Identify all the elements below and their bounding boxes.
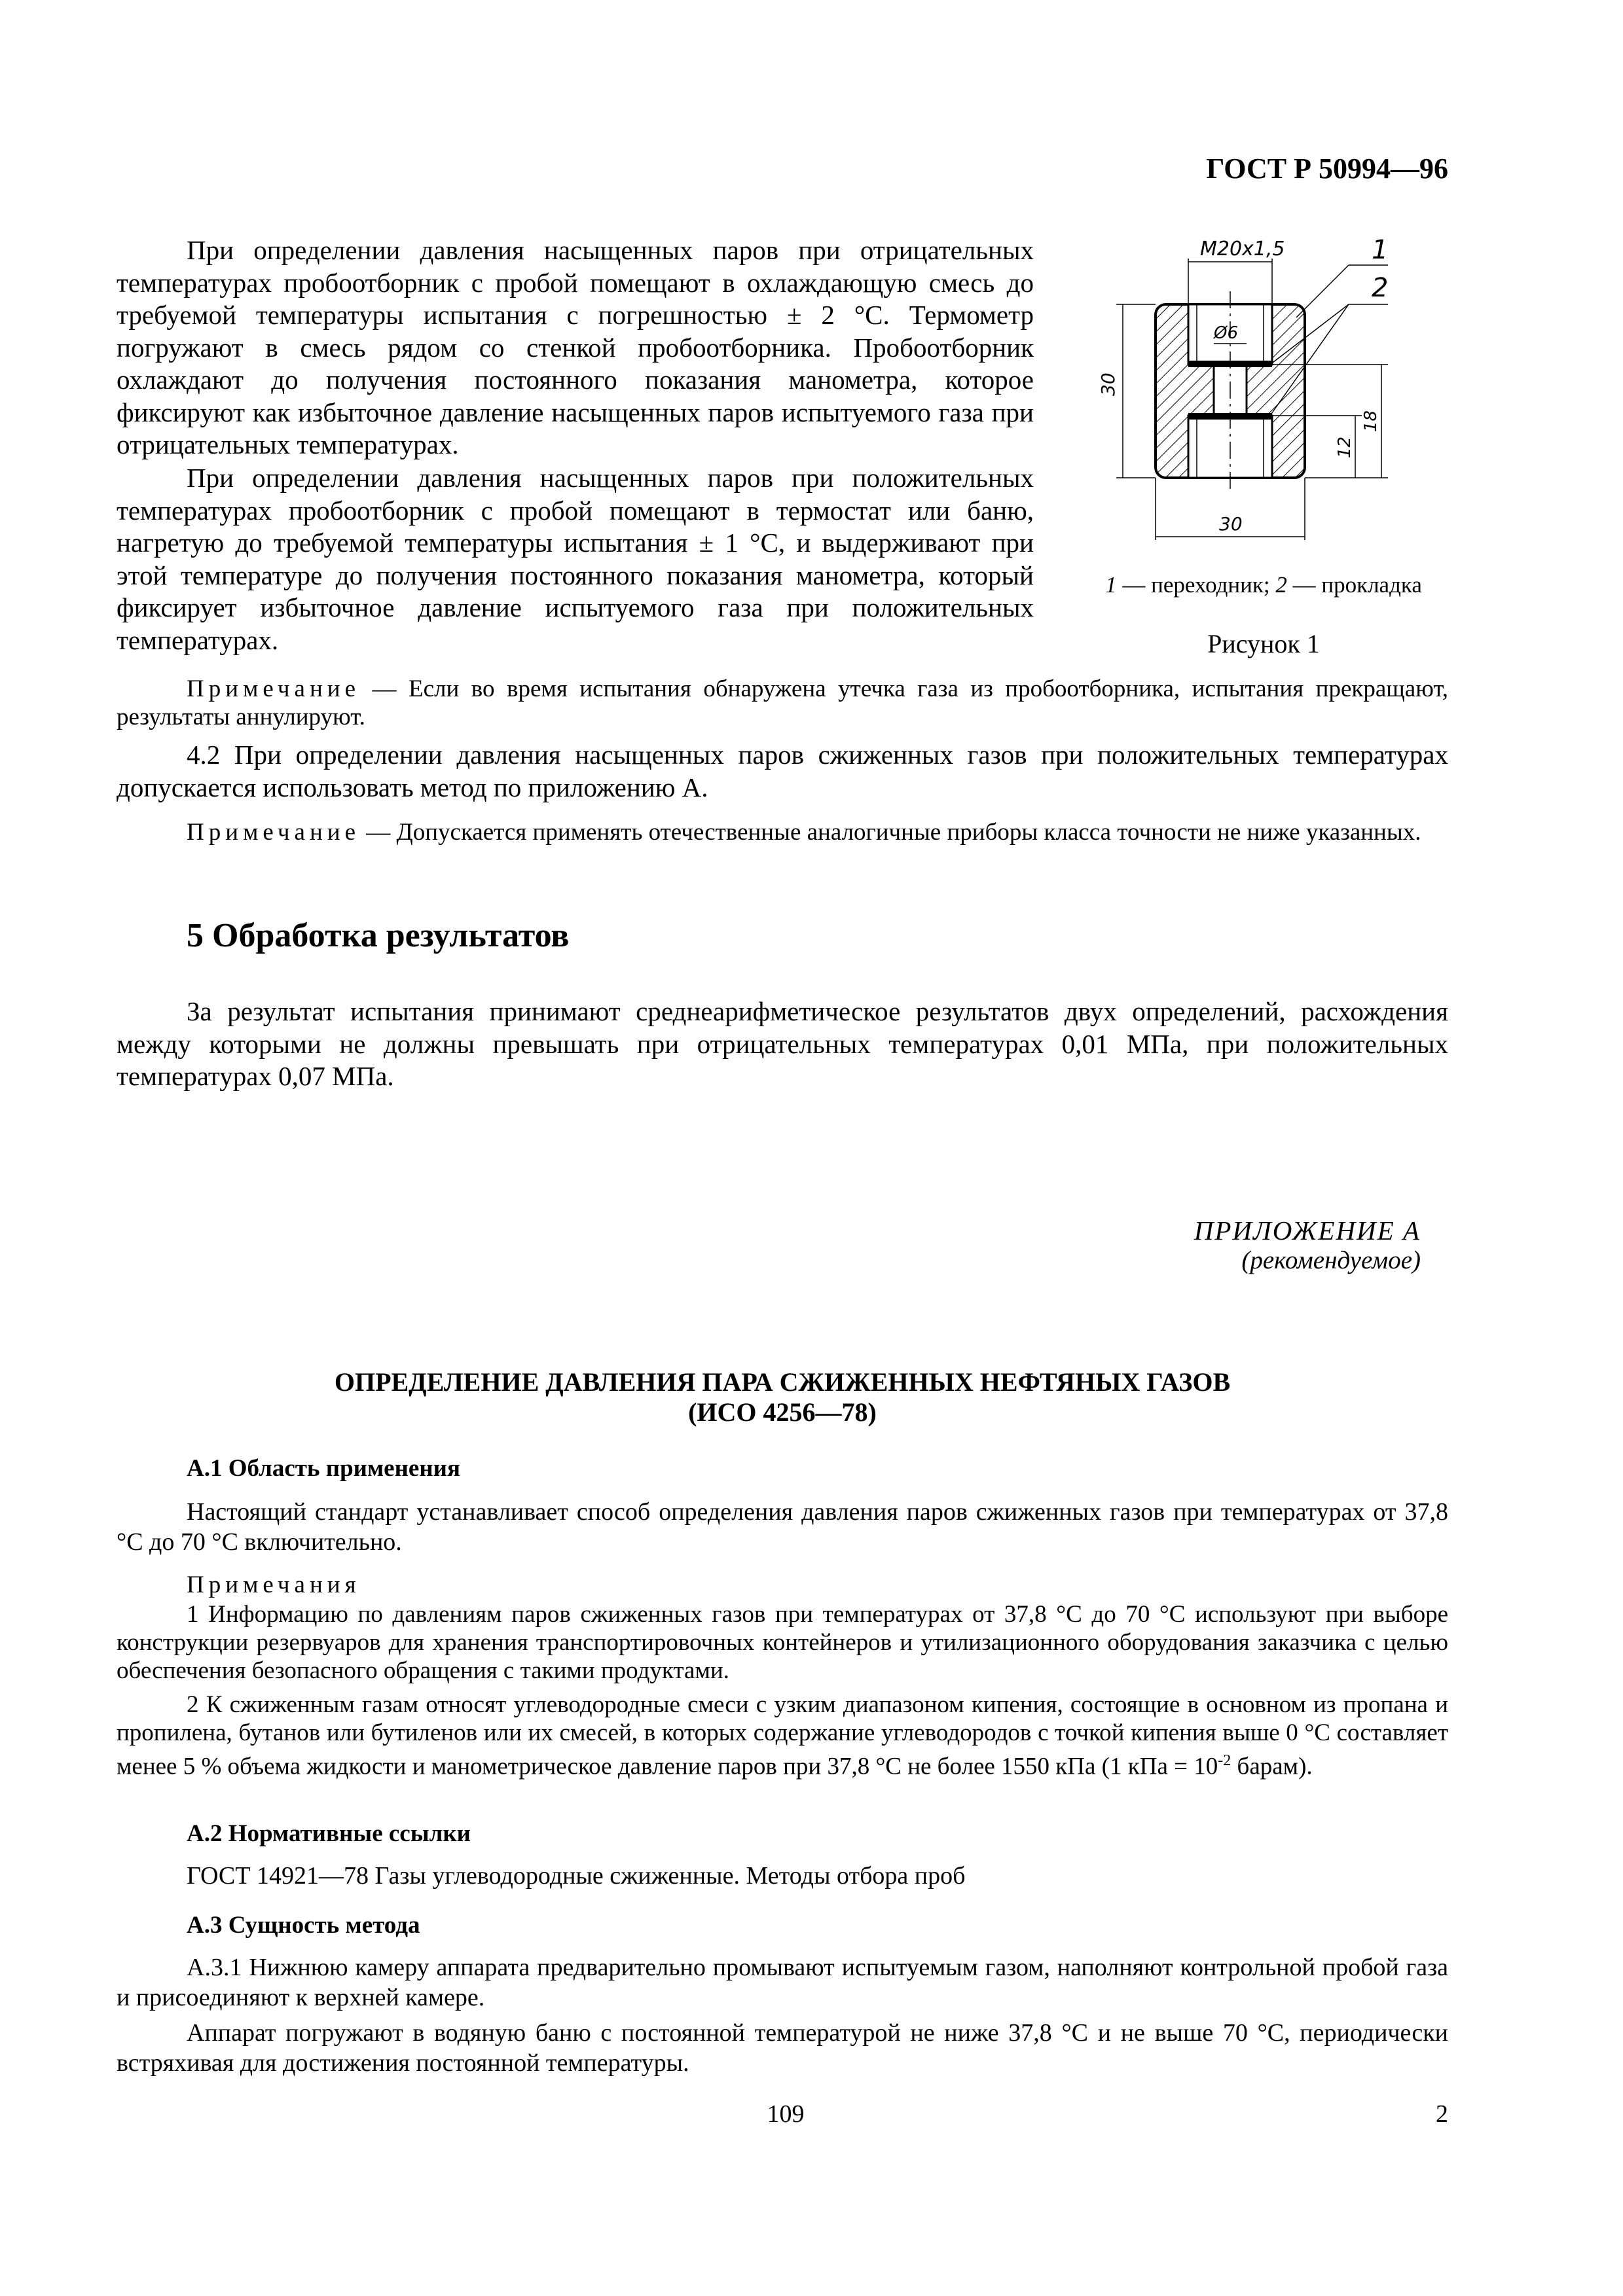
paragraph-4-2: 4.2 При определении давления насыщенных паров сжиженных газов при положительных температурах допускается использовать метод по приложению А.: [117, 740, 1448, 802]
page-number: 109: [767, 2100, 805, 2128]
height-label: 30: [1097, 372, 1119, 396]
a2-text: ГОСТ 14921—78 Газы углеводородные сжиженные. Методы отбора проб: [187, 1862, 966, 1890]
appendix-title: [117, 1367, 1448, 1427]
legend-text-2: — прокладка: [1286, 572, 1422, 598]
paragraph-negative-temperatures: При определении давления насыщенных паров при отрицательных температурах пробоотборник с пробой помещают в охлаждающую смесь до требуемой температуры испытания с погрешностью ± 2 °С. Термометр погружают в смесь рядом со стенкой пробоотборника. Пробоотборник охлаждают до получения постоянного показания манометра, которое фиксируют как избыточное давление насыщенных паров испытуемого газа при отрицательных температурах.: [117, 235, 1034, 459]
appendix-note-2: [117, 1691, 1448, 1780]
note-2-text-b: барам).: [1231, 1753, 1313, 1780]
adapter-body: [1156, 291, 1305, 491]
thread-size-label: M20x1,5: [1200, 238, 1285, 260]
legend-number-1: 1: [1105, 572, 1117, 598]
appendix-label: ПРИЛОЖЕНИЕ А: [1194, 1215, 1421, 1246]
note-text: — Допускается применять отечественные аналогичные приборы класса точности не ниже указанных.: [360, 819, 1421, 846]
figure-legend: [1074, 572, 1453, 598]
appendix-status: (рекомендуемое): [1241, 1246, 1421, 1274]
sheet-number: 2: [1436, 2100, 1448, 2128]
note-2-text-a: 2 К сжиженным газам относят углеводородные смеси с узким диапазоном кипения, состоящие в основном из пропана и пропилена, бутанов или бутиленов или их смесей, в которых содержание углеводородов с точкой кипения выше 0 °С составляет менее 5 % объема жидкости и манометрическое давление паров при 37,8 °С не более 1550 кПа (1 кПа = 10: [117, 1691, 1448, 1780]
legend-text-1: — переходник;: [1116, 572, 1276, 598]
document-code: ГОСТ Р 50994—96: [1206, 152, 1448, 185]
paragraph-positive-temperatures: При определении давления насыщенных паров при положительных температурах пробоотборник с пробой помещают в термостат или баню, нагретую до требуемой температуры испытания ± 1 °С, и выдерживают при этой температуре до получения постоянного показания манометра, который фиксирует избыточное давление испытуемого газа при положительных температурах.: [117, 463, 1034, 655]
appendix-note-1: 1 Информацию по давлениям паров сжиженных газов при температурах от 37,8 °С до 70 °С используют при выборе конструкции резервуаров для хранения транспортировочных контейнеров и утилизационного оборудования заказчика с целью обеспечения безопасного обращения с такими продуктами.: [117, 1601, 1448, 1684]
dimension-height: [1097, 304, 1156, 478]
legend-number-2: 2: [1275, 572, 1287, 598]
callout-2: 2: [1372, 273, 1389, 303]
a2-heading: А.2 Нормативные ссылки: [187, 1820, 471, 1847]
appendix-title-line-1: ОПРЕДЕЛЕНИЕ ДАВЛЕНИЯ ПАРА СЖИЖЕННЫХ НЕФТЯНЫХ ГАЗОВ: [334, 1367, 1231, 1397]
a3-heading: А.3 Сущность метода: [187, 1912, 420, 1939]
note-label: Примечание: [187, 675, 360, 702]
notes-label: Примечания: [187, 1571, 361, 1598]
a3-1-text: А.3.1 Нижнюю камеру аппарата предварительно промывают испытуемым газом, наполняют контрольной пробой газа и присоединяют к верхней камере.: [117, 1954, 1448, 2011]
callout-1: 1: [1372, 235, 1389, 265]
note-label: Примечание: [187, 819, 360, 846]
figure-title: Рисунок 1: [1207, 629, 1320, 658]
note-2-exponent: -2: [1218, 1752, 1231, 1769]
figure-adapter-drawing: [1074, 219, 1440, 547]
note-equivalent-devices: [117, 818, 1448, 846]
a1-heading: А.1 Область применения: [187, 1455, 460, 1482]
dim-18-label: 18: [1361, 410, 1381, 432]
section-5-heading: 5 Обработка результатов: [187, 917, 570, 954]
a1-text: Настоящий стандарт устанавливает способ определения давления паров сжиженных газов при температурах от 37,8 °С до 70 °С включительно.: [117, 1498, 1448, 1556]
section-5-text: За результат испытания принимают среднеарифметическое результатов двух определений, расхождения между которыми не должны превышать при отрицательных температурах 0,01 МПа, при положительных температурах 0,07 МПа.: [117, 996, 1448, 1091]
dimension-thread: [1188, 238, 1285, 304]
a3-1-text-2: Аппарат погружают в водяную баню с постоянной температурой не ниже 37,8 °С и не выше 70 °С, периодически встряхивая для достижения постоянной температуры.: [117, 2019, 1448, 2077]
bore-size-label: Ø6: [1214, 323, 1239, 343]
appendix-title-line-2: (ИСО 4256—78): [688, 1397, 877, 1427]
note-text: — Если во время испытания обнаружена утечка газа из пробоотборника, испытания прекращают, результаты аннулируют.: [117, 675, 1448, 730]
note-gas-leak: [117, 675, 1448, 731]
adapter-cross-section-svg: [1074, 219, 1440, 547]
dim-12-label: 12: [1335, 436, 1355, 458]
width-label: 30: [1219, 513, 1243, 535]
